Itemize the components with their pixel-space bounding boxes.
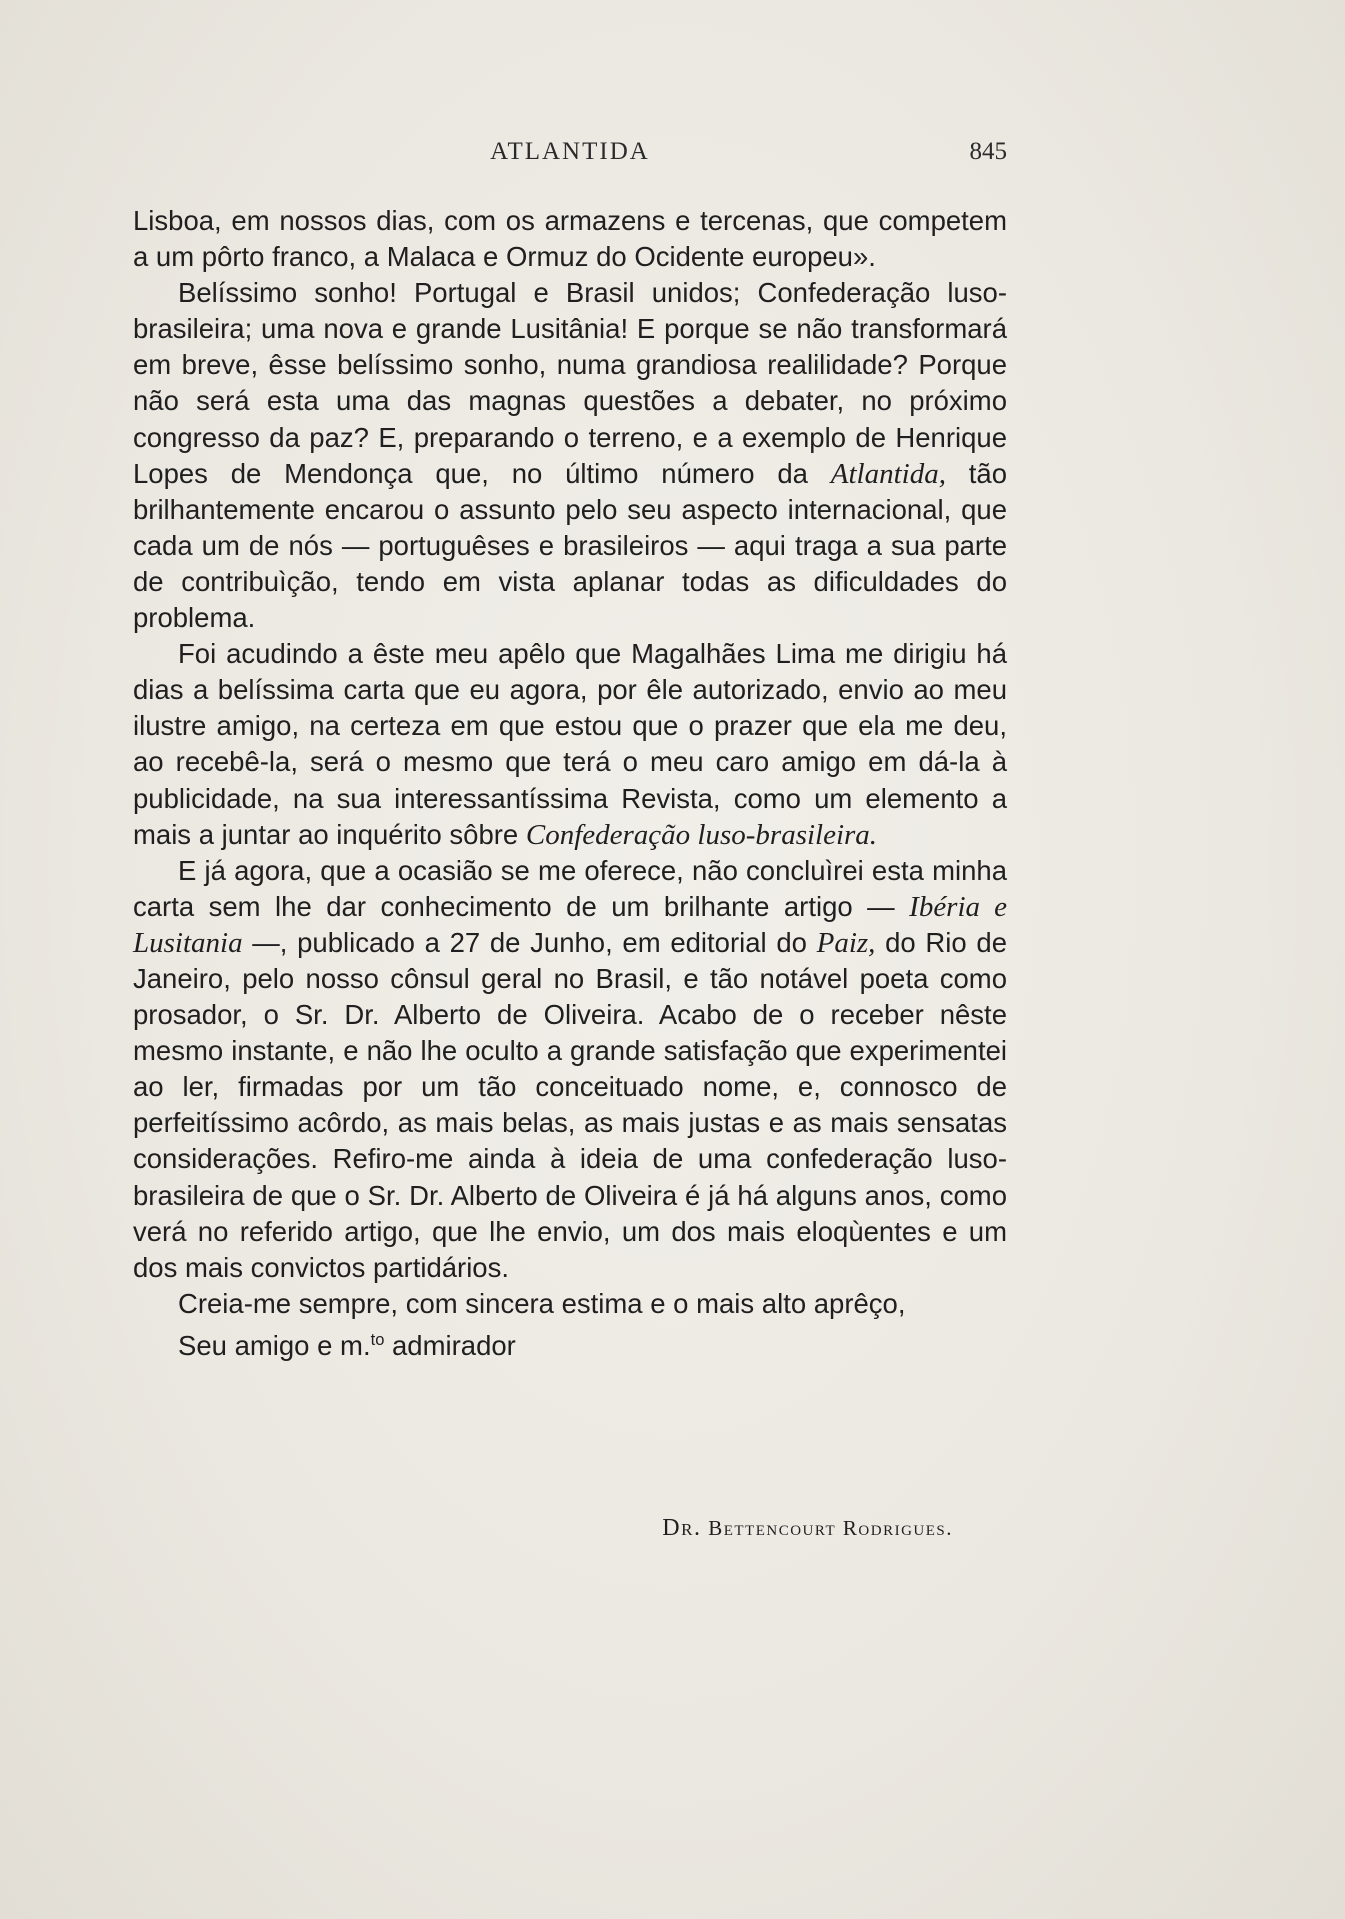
paragraph-2 [133,275,1007,636]
paragraph-4 [133,853,1007,1286]
paragraph-1-text: Lisboa, em nossos dias, com os armazens e tercenas, que competem a um pôrto franco, a Malaca e Ormuz do Ocidente europeu». [133,205,1007,273]
paiz-italic: Paiz, [816,926,876,959]
paragraph-1 [133,203,1007,275]
paragraph-3-text-a: Foi acudindo a êste meu apêlo que Magalhães Lima me dirigiu há dias a belíssima carta que eu agora, por êle autorizado, envio ao meu ilustre amigo, na certeza em que estou que o prazer que ela me deu, ao recebê-la, será o mesmo que terá o meu caro amigo em dá-la à publicidade, na sua interessantíssima Revista, como um elemento a mais a juntar ao inquérito sôbre [133,638,1007,850]
running-title: ATLANTIDA [490,138,650,165]
paragraph-2-text-a: Belíssimo sonho! Portugal e Brasil unidos; Confederação luso-brasileira; uma nova e grande Lusitânia! E porque se não transformará em breve, êsse belíssimo sonho, numa grandiosa realilidade? Porque não será esta uma das magnas questões a debater, no próximo congresso da paz? E, preparando o terreno, e a exemplo de Henrique Lopes de Mendonça que, no último número da [133,277,1007,489]
paragraph-4-text-a: E já agora, que a ocasião se me oferece, não concluìrei esta minha carta sem lhe dar conhecimento de um brilhante artigo — [133,854,1007,922]
body-text [133,203,1007,1364]
signature-title: Dr. [662,1515,702,1541]
abbreviation-superscript: to [370,1330,385,1349]
paragraph-6-text-b: admirador [384,1329,516,1361]
atlantida-italic: Atlantida, [830,457,946,490]
signature-name: Bettencourt Rodrigues. [708,1516,953,1540]
confederacao-italic: Confederação luso-brasileira. [525,818,878,851]
paragraph-4-text-c: do Rio de Janeiro, pelo nosso cônsul geral no Brasil, e tão notável poeta como prosador, o Sr. Dr. Alberto de Oliveira. Acabo de o receber nêste mesmo instante, e não lhe oculto a grande satisfação que experimentei ao ler, firmadas por um tão conceituado nome, e, connosco de perfeitíssimo acôrdo, as mais belas, as mais justas e as mais sensatas considerações. Refiro-me ainda à ideia de uma confederação luso-brasileira de que o Sr. Dr. Alberto de Oliveira é já há alguns anos, como verá no referido artigo, que lhe envio, um dos mais eloqùentes e um dos mais convictos partidários. [133,926,1007,1283]
paragraph-2-text-b: tão brilhantemente encarou o assunto pelo seu aspecto internacional, que cada um de nós — portuguêses e brasileiros — aqui traga a sua parte de contribuìção, tendo em vista aplanar todas as dificuldades do problema. [133,457,1007,634]
iberia-italic: Ibéria e Lusitania [133,890,1007,959]
paragraph-5 [133,1286,1007,1322]
page-number: 845 [969,138,1007,165]
paragraph-3 [133,636,1007,853]
paragraph-6-text-a: Seu amigo e m. [178,1329,371,1361]
paragraph-4-text-b: —, publicado a 27 de Junho, em editorial do [242,926,817,958]
page-header [133,138,1007,178]
signature [662,1515,953,1542]
paragraph-5-text: Creia-me sempre, com sincera estima e o mais alto aprêço, [178,1287,906,1319]
paragraph-6 [133,1322,1007,1364]
